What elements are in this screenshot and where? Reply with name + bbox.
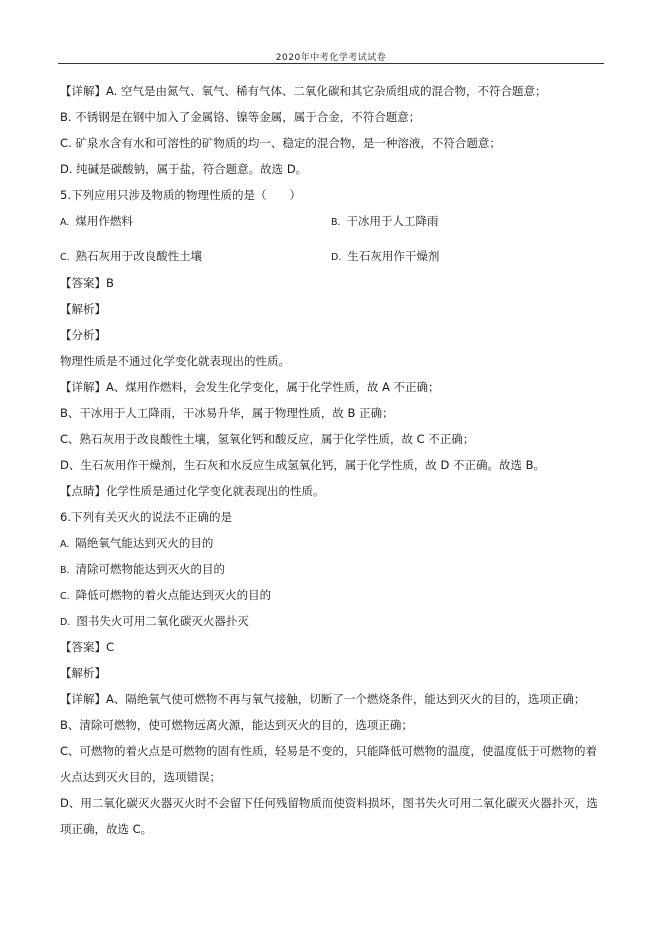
header-divider — [58, 63, 604, 64]
option-letter: B. — [60, 565, 70, 576]
text-line: 【详解】A、煤用作燃料，会发生化学变化，属于化学性质，故 A 不正确； — [60, 380, 440, 394]
option-letter: A. — [60, 539, 70, 550]
question-5-options-row-1 — [60, 214, 606, 229]
text-line: C、熟石灰用于改良酸性土壤，氢氧化钙和酸反应，属于化学性质，故 C 不正确； — [60, 432, 475, 446]
document-body — [60, 84, 606, 848]
option-b — [60, 562, 606, 577]
text-line: 物理性质是不通过化学变化就表现出的性质。 — [60, 354, 290, 368]
text-line: B. 不锈钢是在钢中加入了金属铬、镍等金属，属于合金，不符合题意； — [60, 110, 421, 124]
text-line: D. 纯碱是碳酸钠，属于盐，符合题意。故选 D。 — [60, 162, 308, 176]
page-header: 2020年中考化学考试试卷 — [275, 53, 387, 63]
question-5-stem: 5.下列应用只涉及物质的物理性质的是（ ） — [60, 188, 301, 202]
fenxi-label: 【分析】 — [60, 328, 106, 342]
text-line: 火点达到灭火目的，选项错误； — [60, 770, 221, 784]
option-d — [60, 614, 606, 629]
option-letter: A. — [60, 217, 70, 228]
option-text: 降低可燃物的着火点能达到灭火的目的 — [75, 588, 272, 602]
analysis-label: 【解析】 — [60, 666, 106, 680]
option-a — [60, 536, 606, 551]
text-line: D、生石灰用作干燥剂，生石灰和水反应生成氢氧化钙，属于化学性质，故 D 不正确。故选 B。 — [60, 458, 546, 472]
option-text: 清除可燃物能达到灭火的目的 — [75, 562, 226, 576]
option-text: 熟石灰用于改良酸性土壤 — [75, 249, 203, 263]
answer-label: 【答案】B — [60, 276, 114, 290]
option-text: 图书失火可用二氧化碳灭火器扑灭 — [76, 614, 249, 628]
text-line: 【详解】A. 空气是由氮气、氧气、稀有气体、二氧化碳和其它杂质组成的混合物，不符合题意； — [60, 84, 547, 98]
question-5-options-row-2 — [60, 249, 606, 264]
question-6-stem: 6.下列有关灭火的说法不正确的是 — [60, 510, 232, 524]
text-line: 项正确，故选 C。 — [60, 822, 153, 836]
text-line: C、可燃物的着火点是可燃物的固有性质，轻易是不变的，只能降低可燃物的温度，使温度低于可燃物的着 — [60, 744, 598, 758]
text-line: D、用二氧化碳灭火器灭火时不会留下任何残留物质而使资料损坏，图书失火可用二氧化碳灭火器扑灭，选 — [60, 796, 598, 810]
option-b — [331, 214, 439, 230]
option-letter: D. — [331, 252, 342, 263]
option-text: 煤用作燃料 — [75, 214, 133, 228]
text-line: B、干冰用于人工降雨，干冰易升华，属于物理性质，故 B 正确； — [60, 406, 394, 420]
option-letter: C. — [60, 591, 70, 602]
option-text: 隔绝氧气能达到灭火的目的 — [75, 536, 214, 550]
option-letter: B. — [331, 217, 341, 228]
text-line: B、清除可燃物，使可燃物远离火源，能达到灭火的目的，选项正确； — [60, 718, 413, 732]
option-letter: C. — [60, 252, 70, 263]
option-letter: D. — [60, 617, 71, 628]
answer-label: 【答案】C — [60, 640, 115, 654]
option-c — [60, 249, 202, 265]
text-line: C. 矿泉水含有水和可溶性的矿物质的均一、稳定的混合物，是一种溶液，不符合题意； — [60, 136, 501, 150]
option-c — [60, 588, 606, 603]
option-d — [331, 249, 439, 265]
option-text: 干冰用于人工降雨 — [346, 214, 439, 228]
analysis-label: 【解析】 — [60, 302, 106, 316]
dianjing-line: 【点睛】化学性质是通过化学变化就表现出的性质。 — [60, 484, 325, 498]
option-text: 生石灰用作干燥剂 — [347, 249, 440, 263]
text-line: 【详解】A、隔绝氧气使可燃物不再与氧气接触，切断了一个燃烧条件，能达到灭火的目的，选项正确； — [60, 692, 586, 706]
option-a — [60, 214, 133, 230]
